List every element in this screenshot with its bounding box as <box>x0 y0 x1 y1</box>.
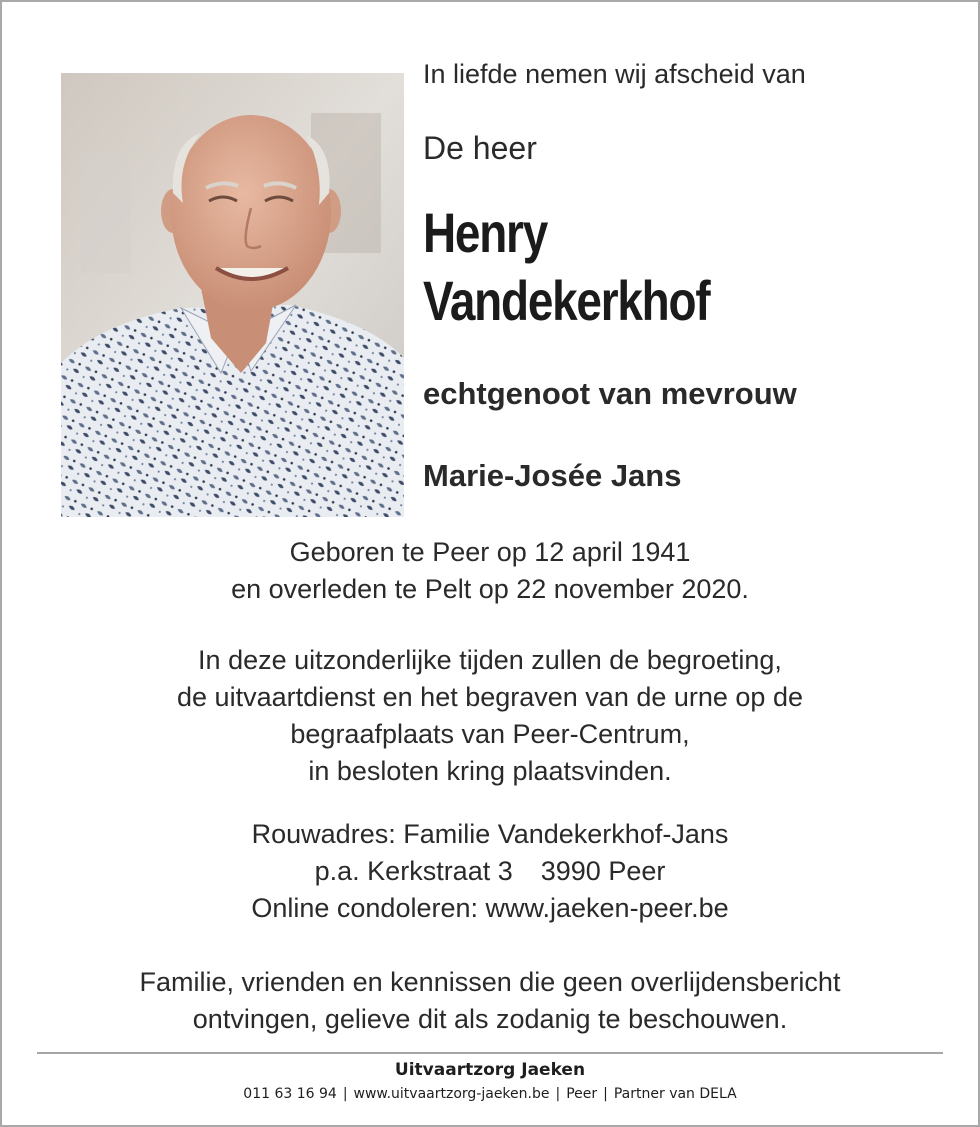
funeral-home-name: Uitvaartzorg Jaeken <box>394 1060 586 1080</box>
funeral-home-town: Peer <box>566 1086 598 1102</box>
funeral-home-info: 011 63 16 94 | www.uitvaartzorg-jaeken.be | Peer | Partner van DELA <box>243 1086 737 1102</box>
life-dates <box>2 534 978 608</box>
spouse-name: Marie-Josée Jans <box>423 458 682 493</box>
funeral-home-partner: Partner van DELA <box>613 1086 737 1102</box>
family-note-line: Familie, vrienden en kennissen die geen overlijdensbericht <box>139 967 841 997</box>
address-city: 3990 Peer <box>540 856 666 886</box>
honorific-title: De heer <box>423 130 537 166</box>
address-street-city <box>2 853 978 890</box>
footer-divider <box>37 1052 943 1054</box>
birth-line: Geboren te Peer op 12 april 1941 <box>289 537 691 567</box>
online-condolence-link[interactable]: Online condoleren: www.jaeken-peer.be <box>251 893 729 923</box>
family-note <box>2 964 978 1038</box>
last-name: Vandekerkhof <box>423 269 710 332</box>
intro-text: In liefde nemen wij afscheid van <box>423 59 806 89</box>
mourning-address <box>2 816 978 927</box>
family-note-line: ontvingen, gelieve dit als zodanig te beschouwen. <box>192 1004 788 1034</box>
address-family: Rouwadres: Familie Vandekerkhof-Jans <box>251 819 729 849</box>
ceremony-line: de uitvaartdienst en het begraven van de urne op de <box>177 682 803 712</box>
portrait-photo <box>61 73 404 517</box>
spouse-relation: echtgenoot van mevrouw <box>423 376 797 411</box>
address-street: p.a. Kerkstraat 3 <box>314 856 513 886</box>
first-name: Henry <box>423 201 548 264</box>
death-line: en overleden te Pelt op 22 november 2020. <box>231 574 749 604</box>
ceremony-line: In deze uitzonderlijke tijden zullen de begroeting, <box>198 645 782 675</box>
ceremony-line: begraafplaats van Peer-Centrum, <box>290 719 690 749</box>
deceased-name <box>423 199 709 335</box>
funeral-home-website[interactable]: www.uitvaartzorg-jaeken.be <box>353 1086 550 1102</box>
funeral-home-phone[interactable]: 011 63 16 94 <box>243 1086 337 1102</box>
ceremony-info <box>2 642 978 790</box>
ceremony-line: in besloten kring plaatsvinden. <box>308 756 672 786</box>
